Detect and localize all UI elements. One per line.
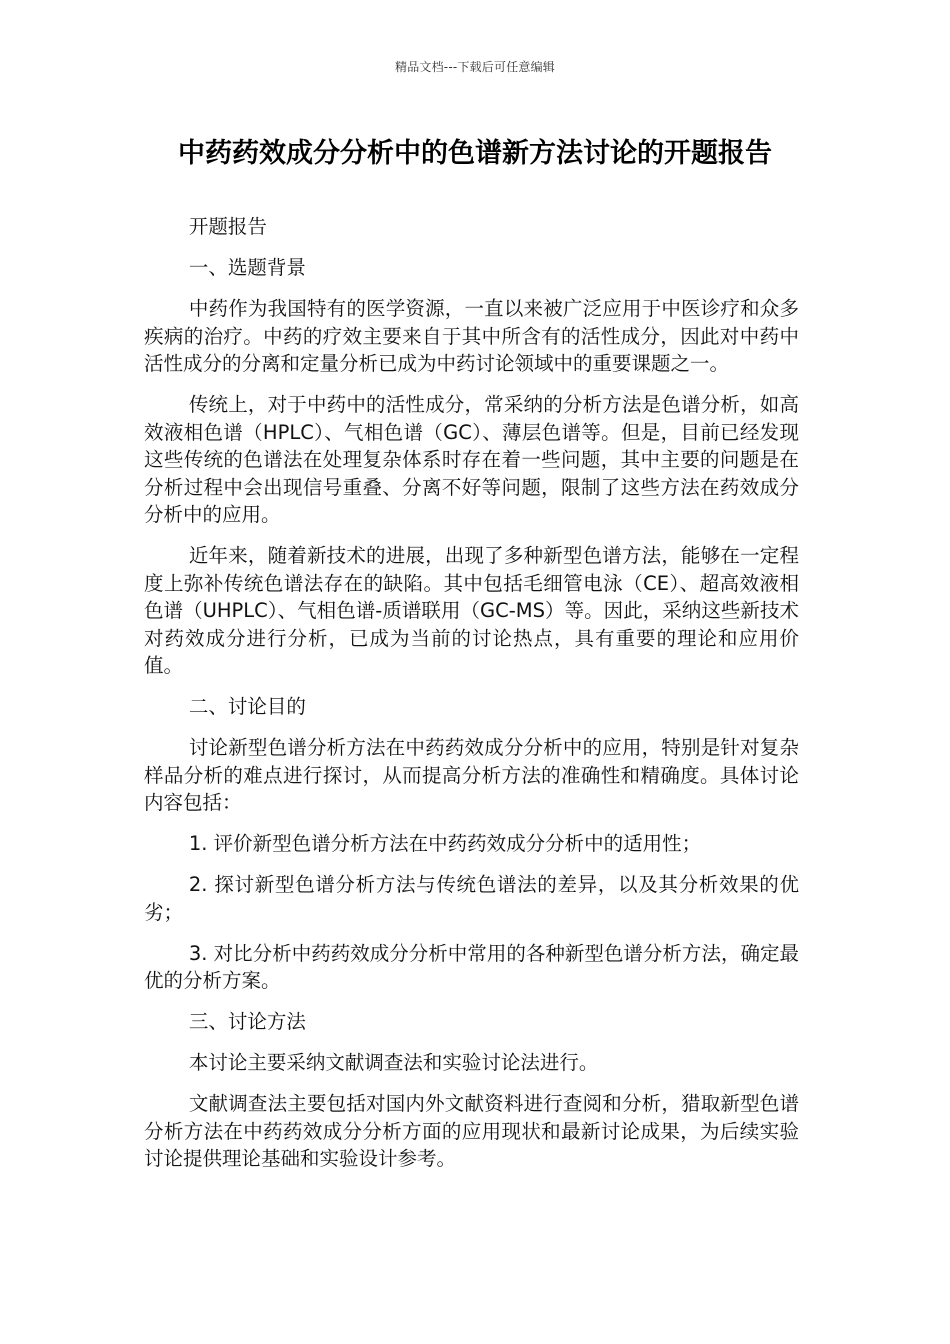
header-note: 精品文档---下载后可任意编辑 (395, 60, 555, 74)
paragraph: 中药作为我国特有的医学资源，一直以来被广泛应用于中医诊疗和众多疾病的治疗。中药的疗效主要来自于其中所含有的活性成分，因此对中药中活性成分的分离和定量分析已成为中药讨论领域中的重要课题之一。 (144, 297, 799, 375)
paragraph: 近年来，随着新技术的进展，出现了多种新型色谱方法，能够在一定程度上弥补传统色谱法存在的缺陷。其中包括毛细管电泳（CE）、超高效液相色谱（UHPLC）、气相色谱-质谱联用（GC-MS）等。因此，采纳这些新技术对药效成分进行分析，已成为当前的讨论热点，具有重要的理论和应用价值。 (144, 544, 799, 677)
list-item: 2. 探讨新型色谱分析方法与传统色谱法的差异，以及其分析效果的优劣； (144, 873, 799, 924)
paragraph: 传统上，对于中药中的活性成分，常采纳的分析方法是色谱分析，如高效液相色谱（HPLC）、气相色谱（GC）、薄层色谱等。但是，目前已经发现这些传统的色谱法在处理复杂体系时存在着一些问题，其中主要的问题是在分析过程中会出现信号重叠、分离不好等问题，限制了这些方法在药效成分分析中的应用。 (144, 393, 799, 526)
section-label-report: 开题报告 (188, 215, 267, 238)
section-heading-purpose: 二、讨论目的 (188, 695, 306, 718)
document-body (144, 213, 799, 1186)
section-heading-method: 三、讨论方法 (188, 1010, 306, 1033)
list-item: 1. 评价新型色谱分析方法在中药药效成分分析中的适用性； (188, 832, 702, 855)
paragraph: 本讨论主要采纳文献调查法和实验讨论法进行。 (188, 1051, 599, 1074)
list-item: 3. 对比分析中药药效成分分析中常用的各种新型色谱分析方法，确定最优的分析方案。 (144, 941, 799, 992)
section-heading-background: 一、选题背景 (188, 256, 306, 279)
paragraph: 文献调查法主要包括对国内外文献资料进行查阅和分析，猎取新型色谱分析方法在中药药效成分分析方面的应用现状和最新讨论成果，为后续实验讨论提供理论基础和实验设计参考。 (144, 1092, 799, 1170)
paragraph: 讨论新型色谱分析方法在中药药效成分分析中的应用，特别是针对复杂样品分析的难点进行探讨，从而提高分析方法的准确性和精确度。具体讨论内容包括： (144, 736, 799, 814)
document-title: 中药药效成分分析中的色谱新方法讨论的开题报告 (178, 138, 772, 169)
